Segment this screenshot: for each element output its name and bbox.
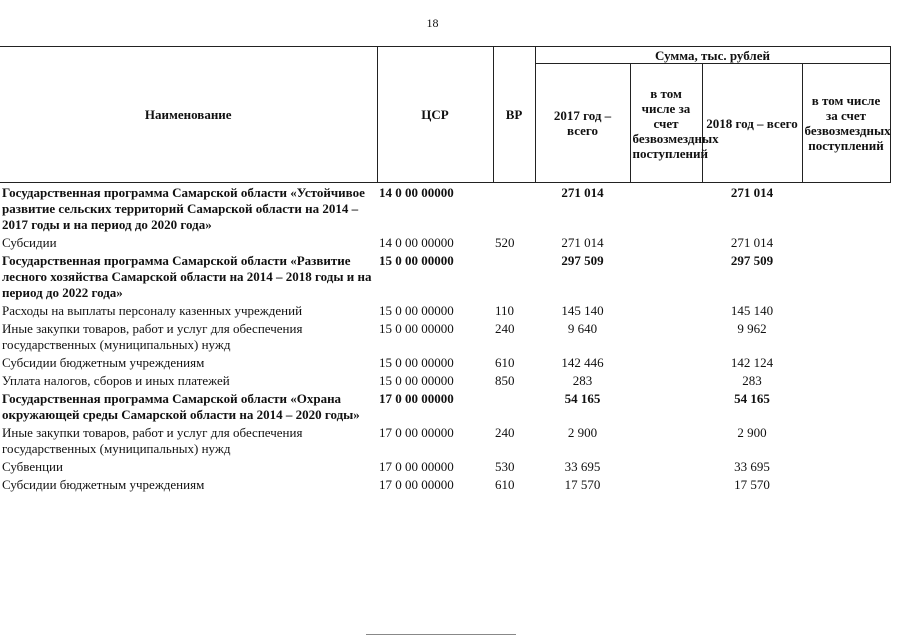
cell-name: Субсидии бюджетным учреждениям xyxy=(2,477,205,492)
table-body xyxy=(0,183,890,494)
cell-2017-free xyxy=(630,183,702,234)
cell-2018-free xyxy=(802,457,890,475)
table-row xyxy=(0,301,890,319)
cell-name: Иные закупки товаров, работ и услуг для обеспечения государственных (муниципальных) нужд xyxy=(2,321,303,352)
cell-2018-free xyxy=(802,371,890,389)
cell-2017-free xyxy=(630,423,702,457)
cell-vr: 530 xyxy=(495,459,515,474)
cell-2017-free xyxy=(630,251,702,301)
cell-2018-total: 2 900 xyxy=(737,425,767,440)
cell-name: Субсидии xyxy=(2,235,57,250)
cell-csr: 17 0 00 00000 xyxy=(379,425,454,440)
cell-name: Уплата налогов, сборов и иных платежей xyxy=(2,373,230,388)
cell-2017-total: 9 640 xyxy=(567,321,598,336)
cell-name: Расходы на выплаты персоналу казенных учреждений xyxy=(2,303,303,318)
cell-2017-free xyxy=(630,319,702,353)
cell-csr: 17 0 00 00000 xyxy=(379,477,454,492)
program-row xyxy=(0,251,890,301)
cell-name: Иные закупки товаров, работ и услуг для обеспечения государственных (муниципальных) нужд xyxy=(2,425,303,456)
table-row xyxy=(0,423,890,457)
page-number: 18 xyxy=(426,16,439,30)
cell-vr: 240 xyxy=(495,321,515,336)
header-2017-free: в том числе за счет безвозмездных поступлений xyxy=(630,64,702,183)
cell-2017-total: 283 xyxy=(572,373,593,388)
cell-2017-total: 17 570 xyxy=(564,477,601,492)
cell-2017-total: 271 014 xyxy=(561,235,604,250)
cell-vr: 610 xyxy=(495,477,515,492)
cell-csr: 15 0 00 00000 xyxy=(379,355,454,370)
header-2018-free: в том числе за счет безвозмездных поступлений xyxy=(802,64,890,183)
program-row xyxy=(0,389,890,423)
cell-2017-free xyxy=(630,353,702,371)
cell-2018-total: 142 124 xyxy=(730,355,774,370)
cell-vr: 110 xyxy=(495,303,515,318)
header-vr: ВР xyxy=(493,47,535,183)
cell-vr: 850 xyxy=(495,373,515,388)
cell-vr: 610 xyxy=(495,355,515,370)
cell-2018-total: 54 165 xyxy=(734,391,770,406)
cell-2018-free xyxy=(802,389,890,423)
budget-table xyxy=(0,46,891,493)
cell-2017-free xyxy=(630,233,702,251)
cell-2017-free xyxy=(630,389,702,423)
program-row xyxy=(0,183,890,234)
cell-2018-free xyxy=(802,423,890,457)
cell-csr: 15 0 00 00000 xyxy=(379,303,454,318)
cell-2017-total: 33 695 xyxy=(564,459,601,474)
cell-vr: 520 xyxy=(495,235,515,250)
table-row xyxy=(0,371,890,389)
cell-vr: 240 xyxy=(495,425,515,440)
cell-2017-total: 142 446 xyxy=(561,355,604,370)
header-name: Наименование xyxy=(0,47,377,183)
header-2017-total: 2017 год – всего xyxy=(535,64,630,183)
cell-csr: 17 0 00 00000 xyxy=(379,391,454,406)
footer-divider xyxy=(366,634,516,635)
cell-csr: 15 0 00 00000 xyxy=(379,321,454,336)
cell-2017-free xyxy=(630,475,702,493)
cell-2017-total: 145 140 xyxy=(561,303,604,318)
cell-2017-total: 2 900 xyxy=(567,425,598,440)
header-sum-group: Сумма, тыс. рублей xyxy=(535,47,890,64)
cell-csr: 14 0 00 00000 xyxy=(379,185,454,200)
cell-vr xyxy=(493,389,535,423)
cell-vr xyxy=(493,183,535,234)
cell-2018-free xyxy=(802,319,890,353)
cell-2018-total: 271 014 xyxy=(730,185,774,200)
cell-2018-free xyxy=(802,251,890,301)
table-row xyxy=(0,457,890,475)
header-2018-total: 2018 год – всего xyxy=(702,64,802,183)
cell-name: Государственная программа Самарской области «Устойчивое развитие сельских территорий Самарской области на 2014 – 2017 годы и на период до 2020 года» xyxy=(2,185,365,232)
cell-2018-total: 9 962 xyxy=(737,321,767,336)
cell-2018-total: 145 140 xyxy=(730,303,774,318)
cell-2017-free xyxy=(630,371,702,389)
cell-name: Субсидии бюджетным учреждениям xyxy=(2,355,205,370)
cell-csr: 15 0 00 00000 xyxy=(379,373,454,388)
cell-2018-total: 271 014 xyxy=(730,235,774,250)
cell-2018-total: 33 695 xyxy=(734,459,770,474)
cell-2018-free xyxy=(802,233,890,251)
cell-2018-free xyxy=(802,475,890,493)
cell-2017-free xyxy=(630,457,702,475)
table-header xyxy=(0,47,890,183)
cell-name: Субвенции xyxy=(2,459,63,474)
cell-csr: 15 0 00 00000 xyxy=(379,253,454,268)
cell-csr: 14 0 00 00000 xyxy=(379,235,454,250)
cell-2018-total: 17 570 xyxy=(734,477,770,492)
cell-2017-free xyxy=(630,301,702,319)
cell-2018-free xyxy=(802,301,890,319)
cell-2017-total: 54 165 xyxy=(564,391,601,406)
header-csr: ЦСР xyxy=(377,47,493,183)
cell-2018-free xyxy=(802,353,890,371)
table-row xyxy=(0,353,890,371)
cell-2017-total: 271 014 xyxy=(561,185,604,200)
table-row xyxy=(0,475,890,493)
table-row xyxy=(0,319,890,353)
cell-name: Государственная программа Самарской области «Развитие лесного хозяйства Самарской области на 2014 – 2018 годы и на период до 2022 года» xyxy=(2,253,372,300)
cell-2018-total: 283 xyxy=(742,373,762,388)
cell-2018-free xyxy=(802,183,890,234)
table-row xyxy=(0,233,890,251)
cell-2017-total: 297 509 xyxy=(561,253,604,268)
cell-name: Государственная программа Самарской области «Охрана окружающей среды Самарской области на 2014 – 2020 годы» xyxy=(2,391,360,422)
cell-vr xyxy=(493,251,535,301)
cell-csr: 17 0 00 00000 xyxy=(379,459,454,474)
cell-2018-total: 297 509 xyxy=(730,253,774,268)
